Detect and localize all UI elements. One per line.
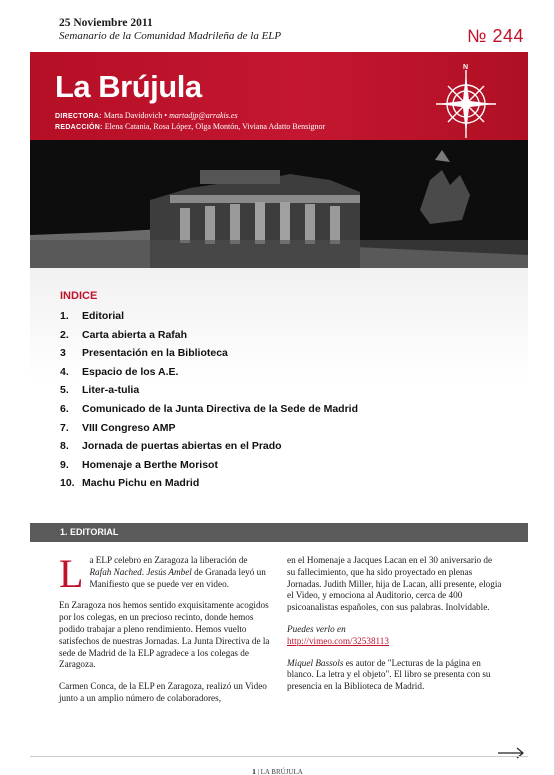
director-label: DIRECTORA: [55,113,102,120]
article-text: . [141,566,147,577]
index-item-jornada-prado[interactable] [60,440,358,459]
issue-date: 25 Noviembre 2011 [59,17,153,29]
index-item-number: 7. [60,421,69,434]
index-item-berthe-morisot[interactable] [60,459,358,478]
article-paragraph: En Zaragoza nos hemos sentido exquisitamente acogidos por los colegas, en un precioso recinto, donde hemos podido trabajar a pleno rendimiento. Hemos vuelto satisfechos de nuestras Jornadas. La Junta Directiva de la sede de Madrid de la ELP agradece a los colegas de Zaragoza. [59,600,270,670]
index-item-editorial[interactable] [60,310,358,329]
redaccion-label: REDACCIÓN: [55,124,103,131]
index-item-label: Espacio de los A.E. [82,365,179,378]
index-item-congreso-amp[interactable] [60,422,358,441]
article-paragraph: Carmen Conca, de la ELP en Zaragoza, realizó un Video junto a un amplio número de colaboradores, [59,681,267,703]
cover-photo [30,140,528,268]
footer-publication: LA BRÚJULA [260,768,303,775]
drop-cap: L [59,551,84,596]
page-number: 1 [252,768,256,775]
index-item-comunicado[interactable] [60,403,358,422]
video-link-paragraph [287,636,502,648]
index-item-number: 3 [60,347,66,360]
article-column-left [59,551,271,715]
index-item-label: Carta abierta a Rafah [82,328,188,341]
article-text: es autor de "Lecturas de la página en blanco. La letra y el objeto". El libro se presenta con su presencia en la Biblioteca de Madrid. [287,657,491,692]
index-item-label: Homenaje a Berthe Morisot [82,458,218,471]
index-item-number: 8. [60,440,69,453]
index-item-label: Liter-a-tulia [82,384,140,397]
footer-divider [30,756,528,757]
index-list [60,310,358,496]
index-item-number: 10. [60,477,75,490]
article-paragraph: en el Homenaje a Jacques Lacan en el 30 aniversario de su fallecimiento, que ha sido proyectado en plenas Jornadas. Judith Miller, hija de Lacan, allí presente, elogia el Video, y emociona al Auditorio, cerca de 400 psicoanalistas españoles, con sus palabras. Inolvidable. [287,555,502,613]
section-title: 1. EDITORIAL [60,527,119,537]
compass-rose-icon [434,60,498,140]
index-item-espacio-ae[interactable] [60,366,358,385]
video-link[interactable]: http://vimeo.com/32538113 [287,635,389,646]
index-item-carta-abierta[interactable] [60,329,358,348]
article-column-right [287,555,502,703]
article-text-italic: Jesús Ambel [146,566,192,577]
issue-number: № 244 [467,26,524,46]
director-separator: • [162,111,170,120]
arrow-right-icon[interactable] [497,747,525,759]
index-item-label: Editorial [82,310,125,322]
index-item-number: 5. [60,384,69,397]
index-item-machu-pichu[interactable] [60,477,358,496]
director-email[interactable]: martadjp@arrakis.es [169,111,238,120]
index-item-number: 6. [60,402,69,415]
page-footer [0,768,555,775]
article-text-italic: Rafah Nached [89,566,142,577]
table-of-contents [30,268,528,520]
index-item-label: VIII Congreso AMP [82,421,176,434]
article-paragraph [59,551,271,596]
index-item-presentacion[interactable] [60,347,358,366]
index-item-number: 1. [60,310,69,322]
issue-subtitle: Semanario de la Comunidad Madrileña de la ELP [59,30,282,42]
index-item-label: Machu Pichu en Madrid [82,477,200,490]
article-text-italic: Miquel Bassols [287,657,344,668]
article-text: a ELP celebro en Zaragoza la liberación de [89,555,248,565]
index-item-label: Jornada de puertas abiertas en el Prado [82,440,282,453]
index-item-label: Comunicado de la Junta Directiva de la Sede de Madrid [82,402,358,415]
article-text: de Granada leyó un Manifiesto que se puede ver en video. [89,566,266,589]
video-label-text: Puedes verlo en [287,623,346,634]
masthead-title: La Brújula [55,69,202,104]
index-title: INDICE [60,290,98,302]
index-item-label: Presentación en la Biblioteca [82,347,228,360]
article-paragraph [287,658,502,693]
index-item-number: 4. [60,365,69,378]
director-line [55,111,238,120]
svg-text:N: N [463,64,469,71]
index-item-number: 2. [60,328,69,341]
director-name: Marta Davidovich [103,111,163,120]
footer-separator: | [255,768,261,775]
index-item-liter-a-tulia[interactable] [60,384,358,403]
section-header [30,523,528,542]
redaccion-names: Elena Catania, Rosa López, Olga Montón, Viviana Adatto Bensignor [104,122,326,131]
masthead-banner [30,52,528,140]
redaccion-line [55,122,325,131]
video-label [287,624,502,636]
index-item-number: 9. [60,458,69,471]
